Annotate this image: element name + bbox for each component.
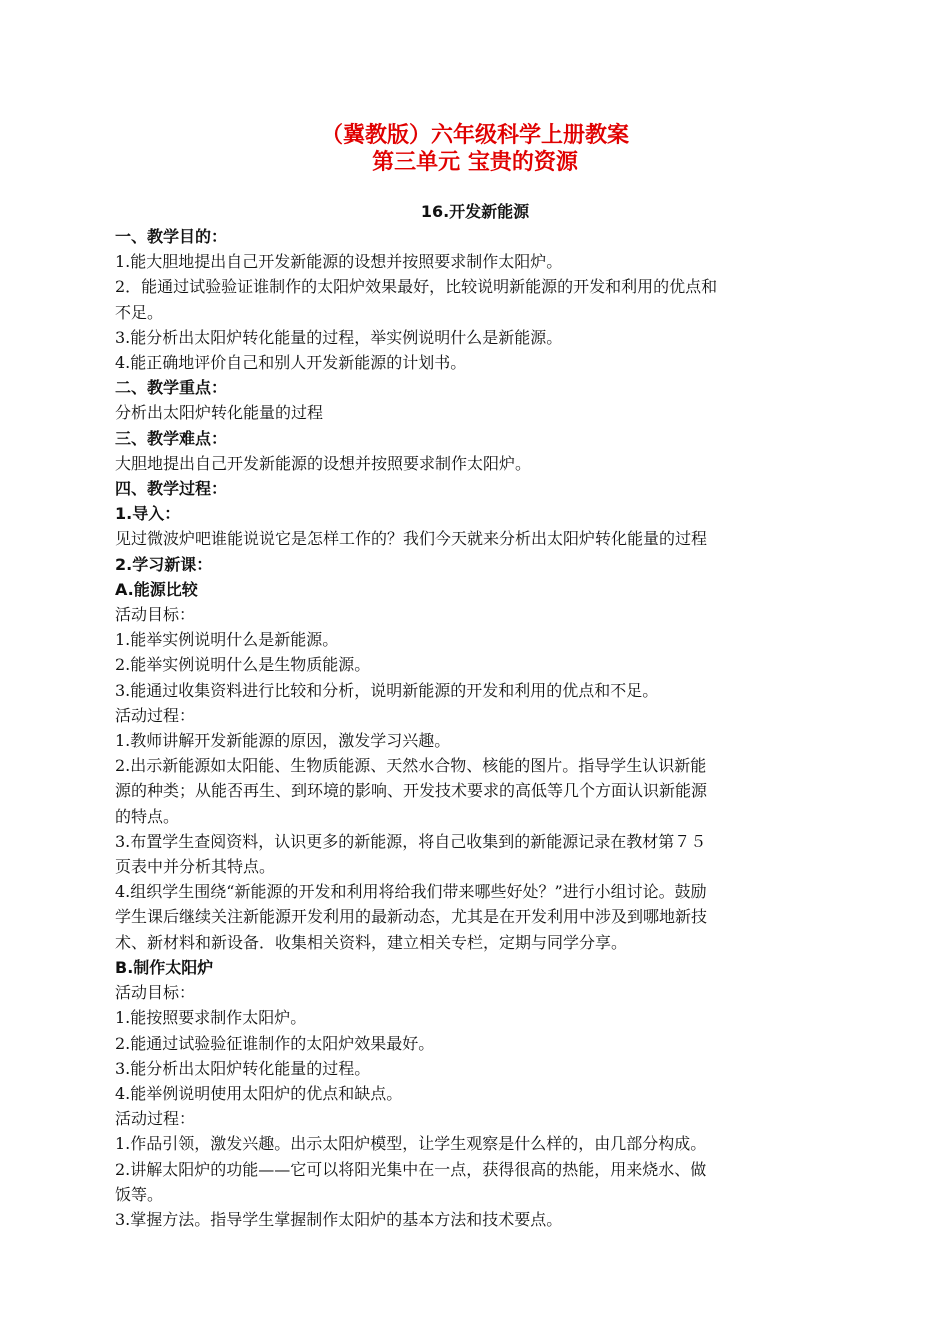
title-block [0,122,950,176]
body-line: 4.能正确地评价自己和别人开发新能源的计划书。 [115,353,467,373]
unit-title: 第三单元 宝贵的资源 [372,150,578,175]
body-line: 1.能按照要求制作太阳炉。 [115,1008,307,1028]
body-line: 活动过程： [115,1109,196,1129]
section-heading: 三、教学难点： [115,428,228,448]
section-heading: 四、教学过程： [115,479,228,499]
section-heading: 一、教学目的： [115,227,228,246]
body-line: 2.能通过试验验征谁制作的太阳炉效果最好。 [115,1033,435,1053]
body-line: 4.组织学生围绕“新能源的开发和利用将给我们带来哪些好处？”进行小组讨论。鼓励 [115,882,707,902]
body-line: 不足。 [115,302,164,322]
body-line: 2.出示新能源如太阳能、生物质能源、天然水合物、核能的图片。指导学生认识新能 [115,756,707,776]
body-line: 1.作品引领，激发兴趣。出示太阳炉模型，让学生观察是什么样的，由几部分构成。 [115,1134,707,1154]
body-line: 饭等。 [115,1184,164,1204]
body-line: 2．能通过试验验证谁制作的太阳炉效果最好，比较说明新能源的开发和利用的优点和 [115,277,718,297]
body-line: 2.讲解太阳炉的功能——它可以将阳光集中在一点，获得很高的热能，用来烧水、做 [115,1159,707,1179]
body-line: 大胆地提出自己开发新能源的设想并按照要求制作太阳炉。 [115,453,532,473]
section-heading: 2.学习新课： [115,554,213,574]
body-line: 3.掌握方法。指导学生掌握制作太阳炉的基本方法和技术要点。 [115,1209,563,1229]
body-line: 页表中并分析其特点。 [115,857,276,877]
body-line: 活动目标： [115,605,196,625]
body-line: 3.能通过收集资料进行比较和分析，说明新能源的开发和利用的优点和不足。 [115,680,659,700]
body-line: 3.能分析出太阳炉转化能量的过程。 [115,1058,371,1078]
body-line: 源的种类；从能否再生、到环境的影响、开发技术要求的高低等几个方面认识新能源 [115,781,708,801]
body-line: 分析出太阳炉转化能量的过程 [115,403,324,423]
lesson-title: 16.开发新能源 [420,202,530,221]
section-heading: 二、教学重点： [115,378,228,398]
section-heading: B.制作太阳炉 [115,957,214,977]
body-line: 活动过程： [115,705,196,725]
document-body [115,224,837,1232]
body-line: 2.能举实例说明什么是生物质能源。 [115,655,371,675]
body-line: 4.能举例说明使用太阳炉的优点和缺点。 [115,1083,403,1103]
body-line: 3.布置学生查阅资料，认识更多的新能源，将自己收集到的新能源记录在教材第７５ [115,831,707,851]
body-line: 1.能大胆地提出自己开发新能源的设想并按照要求制作太阳炉。 [115,252,563,272]
body-line: 1.教师讲解开发新能源的原因，激发学习兴趣。 [115,731,451,751]
body-line: 见过微波炉吧谁能说说它是怎样工作的？我们今天就来分析出太阳炉转化能量的过程 [115,529,708,549]
body-line: 活动目标： [115,983,196,1003]
section-heading: 1.导入： [115,504,181,524]
body-line: 1.能举实例说明什么是新能源。 [115,630,339,650]
section-heading: A.能源比较 [115,579,198,599]
body-line: 学生课后继续关注新能源开发利用的最新动态，尤其是在开发利用中涉及到哪地新技 [115,907,708,927]
body-line: 的特点。 [115,806,180,826]
document-title: （冀教版）六年级科学上册教案 [320,123,629,148]
body-line: 术、新材料和新设备．收集相关资料，建立相关专栏，定期与同学分享。 [115,932,628,952]
body-line: 3.能分析出太阳炉转化能量的过程，举实例说明什么是新能源。 [115,327,563,347]
